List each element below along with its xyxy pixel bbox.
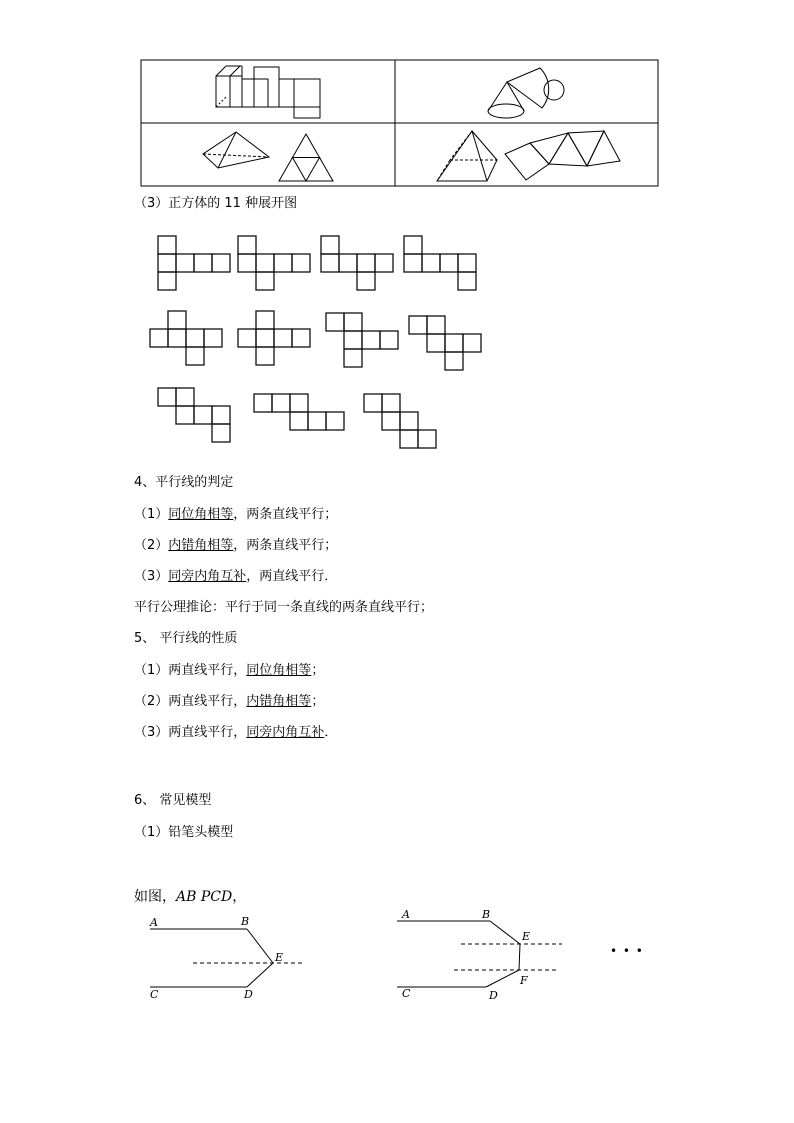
- section-6-title: 6、 常见模型: [134, 793, 212, 808]
- intro-prefix: 如图，: [134, 889, 176, 905]
- property-pre: 两直线平行，: [168, 725, 247, 740]
- criterion-key: 同旁内角互补: [168, 569, 247, 584]
- criterion-num: （2）: [134, 538, 169, 553]
- criterion-num: （1）: [134, 507, 169, 522]
- section-5-title: 5、 平行线的性质: [134, 631, 238, 646]
- property-pre: 两直线平行，: [168, 663, 247, 678]
- property-num: （3）: [134, 725, 169, 740]
- label-a: A: [402, 908, 410, 921]
- cube-nets-heading: （3）正方体的 11 种展开图: [134, 196, 298, 211]
- property-num: （2）: [134, 694, 169, 709]
- label-a: A: [150, 916, 158, 929]
- criterion-rest: ，两条直线平行；: [233, 507, 338, 522]
- property-end: ；: [311, 663, 325, 678]
- criterion-key: 同位角相等: [168, 507, 234, 522]
- label-d: D: [244, 988, 253, 1001]
- property-end: ；: [311, 694, 325, 709]
- label-c: C: [402, 987, 411, 1000]
- criterion-num: （3）: [134, 569, 169, 584]
- property-num: （1）: [134, 663, 169, 678]
- ellipsis-mark: • • •: [610, 944, 644, 958]
- label-e: E: [522, 930, 531, 943]
- criterion-key: 内错角相等: [168, 538, 234, 553]
- property-end: ．: [324, 725, 338, 740]
- label-b: B: [241, 915, 250, 928]
- label-b: B: [482, 908, 491, 921]
- section-4-title: 4、平行线的判定: [134, 475, 234, 490]
- label-f: F: [520, 974, 528, 987]
- intro-math: AB PCD: [176, 889, 233, 905]
- label-e: E: [275, 951, 284, 964]
- property-key: 同位角相等: [246, 663, 312, 678]
- label-c: C: [150, 988, 159, 1001]
- criterion-rest: ，两条直线平行；: [233, 538, 338, 553]
- property-key: 内错角相等: [246, 694, 312, 709]
- parallel-axiom-corollary: 平行公理推论：平行于同一条直线的两条直线平行；: [134, 600, 434, 615]
- intro-suffix: ，: [232, 889, 247, 905]
- criterion-rest: ，两直线平行．: [246, 569, 338, 584]
- property-key: 同旁内角互补: [246, 725, 325, 740]
- label-d: D: [489, 989, 498, 1002]
- property-pre: 两直线平行，: [168, 694, 247, 709]
- pencil-model-heading: （1）铅笔头模型: [134, 825, 234, 840]
